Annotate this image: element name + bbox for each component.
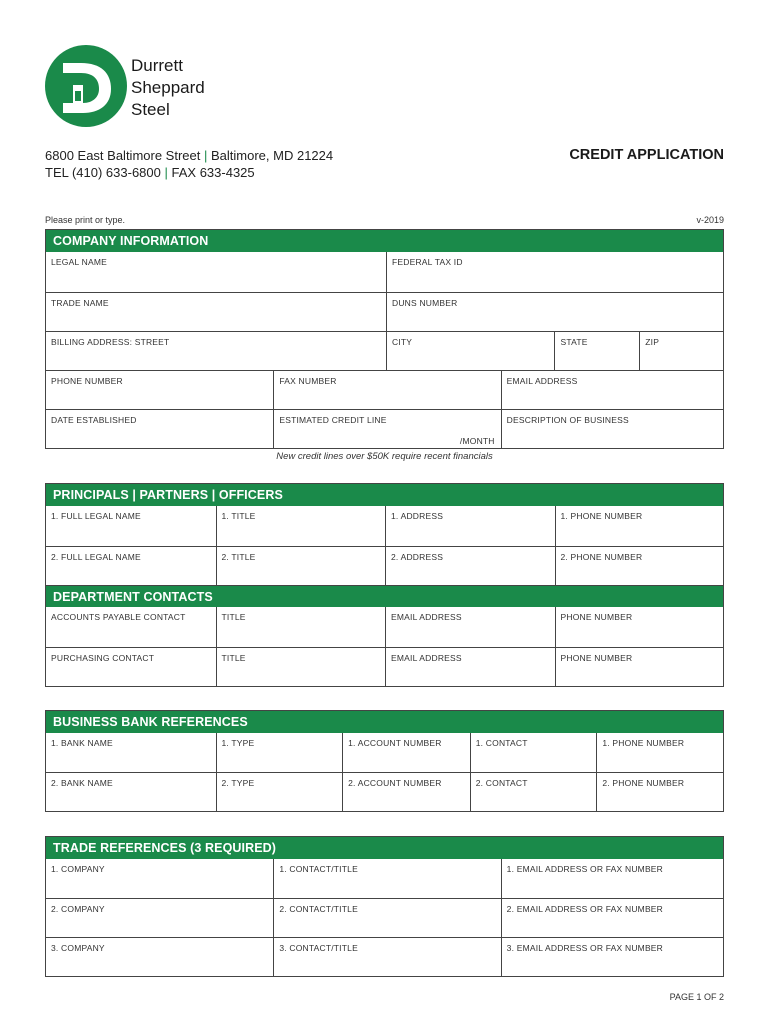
trade-references-section: [45, 836, 724, 977]
email-address-field[interactable]: EMAIL ADDRESS: [501, 371, 723, 409]
ap-email-field[interactable]: EMAIL ADDRESS: [385, 607, 555, 647]
principal-2-address-field[interactable]: 2. ADDRESS: [385, 547, 555, 585]
purchasing-contact-field[interactable]: PURCHASING CONTACT: [51, 653, 155, 663]
bank-1-phone-field[interactable]: 1. PHONE NUMBER: [596, 733, 723, 772]
description-of-business-field[interactable]: DESCRIPTION OF BUSINESS: [501, 410, 723, 448]
trade-name-field[interactable]: TRADE NAME: [51, 298, 109, 308]
trade-1-email-fax-field[interactable]: 1. EMAIL ADDRESS OR FAX NUMBER: [501, 859, 723, 898]
section-heading: COMPANY INFORMATION: [46, 230, 723, 252]
bank-2-contact-field[interactable]: 2. CONTACT: [470, 773, 597, 811]
bank-2-account-field[interactable]: 2. ACCOUNT NUMBER: [342, 773, 470, 811]
bank-references-section: [45, 710, 724, 812]
date-established-field[interactable]: DATE ESTABLISHED: [51, 415, 137, 425]
federal-tax-id-field[interactable]: FEDERAL TAX ID: [386, 252, 723, 292]
section-heading: DEPARTMENT CONTACTS: [46, 585, 723, 607]
version-label: v-2019: [696, 215, 724, 225]
purchasing-email-field[interactable]: EMAIL ADDRESS: [385, 648, 555, 686]
brand-line-3: Steel: [131, 100, 170, 119]
ap-phone-field[interactable]: PHONE NUMBER: [555, 607, 724, 647]
bank-2-phone-field[interactable]: 2. PHONE NUMBER: [596, 773, 723, 811]
brand-name: [131, 55, 205, 121]
trade-2-email-fax-field[interactable]: 2. EMAIL ADDRESS OR FAX NUMBER: [501, 899, 723, 937]
bank-1-account-field[interactable]: 1. ACCOUNT NUMBER: [342, 733, 470, 772]
company-logo: [45, 45, 127, 127]
principal-1-title-field[interactable]: 1. TITLE: [216, 506, 386, 546]
trade-3-email-fax-field[interactable]: 3. EMAIL ADDRESS OR FAX NUMBER: [501, 938, 723, 976]
estimated-credit-line-field[interactable]: ESTIMATED CREDIT LINE /MONTH: [273, 410, 500, 448]
ap-title-field[interactable]: TITLE: [216, 607, 386, 647]
bank-1-type-field[interactable]: 1. TYPE: [216, 733, 343, 772]
principal-2-title-field[interactable]: 2. TITLE: [216, 547, 386, 585]
state-field[interactable]: STATE: [554, 332, 639, 370]
bank-2-name-field[interactable]: 2. BANK NAME: [51, 778, 113, 788]
city-field[interactable]: CITY: [386, 332, 555, 370]
principals-section: [45, 483, 724, 687]
principal-2-phone-field[interactable]: 2. PHONE NUMBER: [555, 547, 724, 585]
phone-number-field[interactable]: PHONE NUMBER: [51, 376, 123, 386]
purchasing-title-field[interactable]: TITLE: [216, 648, 386, 686]
principal-2-name-field[interactable]: 2. FULL LEGAL NAME: [51, 552, 141, 562]
brand-line-2: Sheppard: [131, 78, 205, 97]
trade-3-company-field[interactable]: 3. COMPANY: [51, 943, 105, 953]
per-month-label: /MONTH: [459, 436, 495, 446]
fax-number-field[interactable]: FAX NUMBER: [273, 371, 500, 409]
principal-1-name-field[interactable]: 1. FULL LEGAL NAME: [51, 511, 141, 521]
fax: FAX 633-4325: [171, 165, 255, 180]
section-heading: BUSINESS BANK REFERENCES: [46, 711, 723, 733]
section-heading: PRINCIPALS | PARTNERS | OFFICERS: [46, 484, 723, 506]
trade-3-contact-field[interactable]: 3. CONTACT/TITLE: [273, 938, 500, 976]
separator: |: [203, 148, 208, 163]
bank-1-contact-field[interactable]: 1. CONTACT: [470, 733, 597, 772]
trade-2-contact-field[interactable]: 2. CONTACT/TITLE: [273, 899, 500, 937]
principal-1-address-field[interactable]: 1. ADDRESS: [385, 506, 555, 546]
page-number: PAGE 1 OF 2: [669, 992, 724, 1002]
telephone: TEL (410) 633-6800: [45, 165, 161, 180]
zip-field[interactable]: ZIP: [639, 332, 723, 370]
ap-contact-field[interactable]: ACCOUNTS PAYABLE CONTACT: [51, 612, 186, 622]
city-state-zip: Baltimore, MD 21224: [211, 148, 334, 163]
duns-number-field[interactable]: DUNS NUMBER: [386, 293, 723, 331]
bank-1-name-field[interactable]: 1. BANK NAME: [51, 738, 113, 748]
company-information-section: [45, 229, 724, 449]
billing-street-field[interactable]: BILLING ADDRESS: STREET: [51, 337, 170, 347]
trade-2-company-field[interactable]: 2. COMPANY: [51, 904, 105, 914]
legal-name-field[interactable]: LEGAL NAME: [51, 257, 108, 267]
section-heading: TRADE REFERENCES (3 REQUIRED): [46, 837, 723, 859]
brand-line-1: Durrett: [131, 56, 183, 75]
company-address: [45, 147, 333, 181]
bank-2-type-field[interactable]: 2. TYPE: [216, 773, 343, 811]
separator: |: [164, 165, 168, 180]
street-address: 6800 East Baltimore Street: [45, 148, 201, 163]
financials-note: New credit lines over $50K require recent financials: [276, 451, 493, 462]
trade-1-contact-field[interactable]: 1. CONTACT/TITLE: [273, 859, 500, 898]
principal-1-phone-field[interactable]: 1. PHONE NUMBER: [555, 506, 724, 546]
page-title: CREDIT APPLICATION: [569, 147, 724, 163]
purchasing-phone-field[interactable]: PHONE NUMBER: [555, 648, 724, 686]
print-instruction: Please print or type.: [45, 215, 126, 225]
trade-1-company-field[interactable]: 1. COMPANY: [51, 864, 105, 874]
